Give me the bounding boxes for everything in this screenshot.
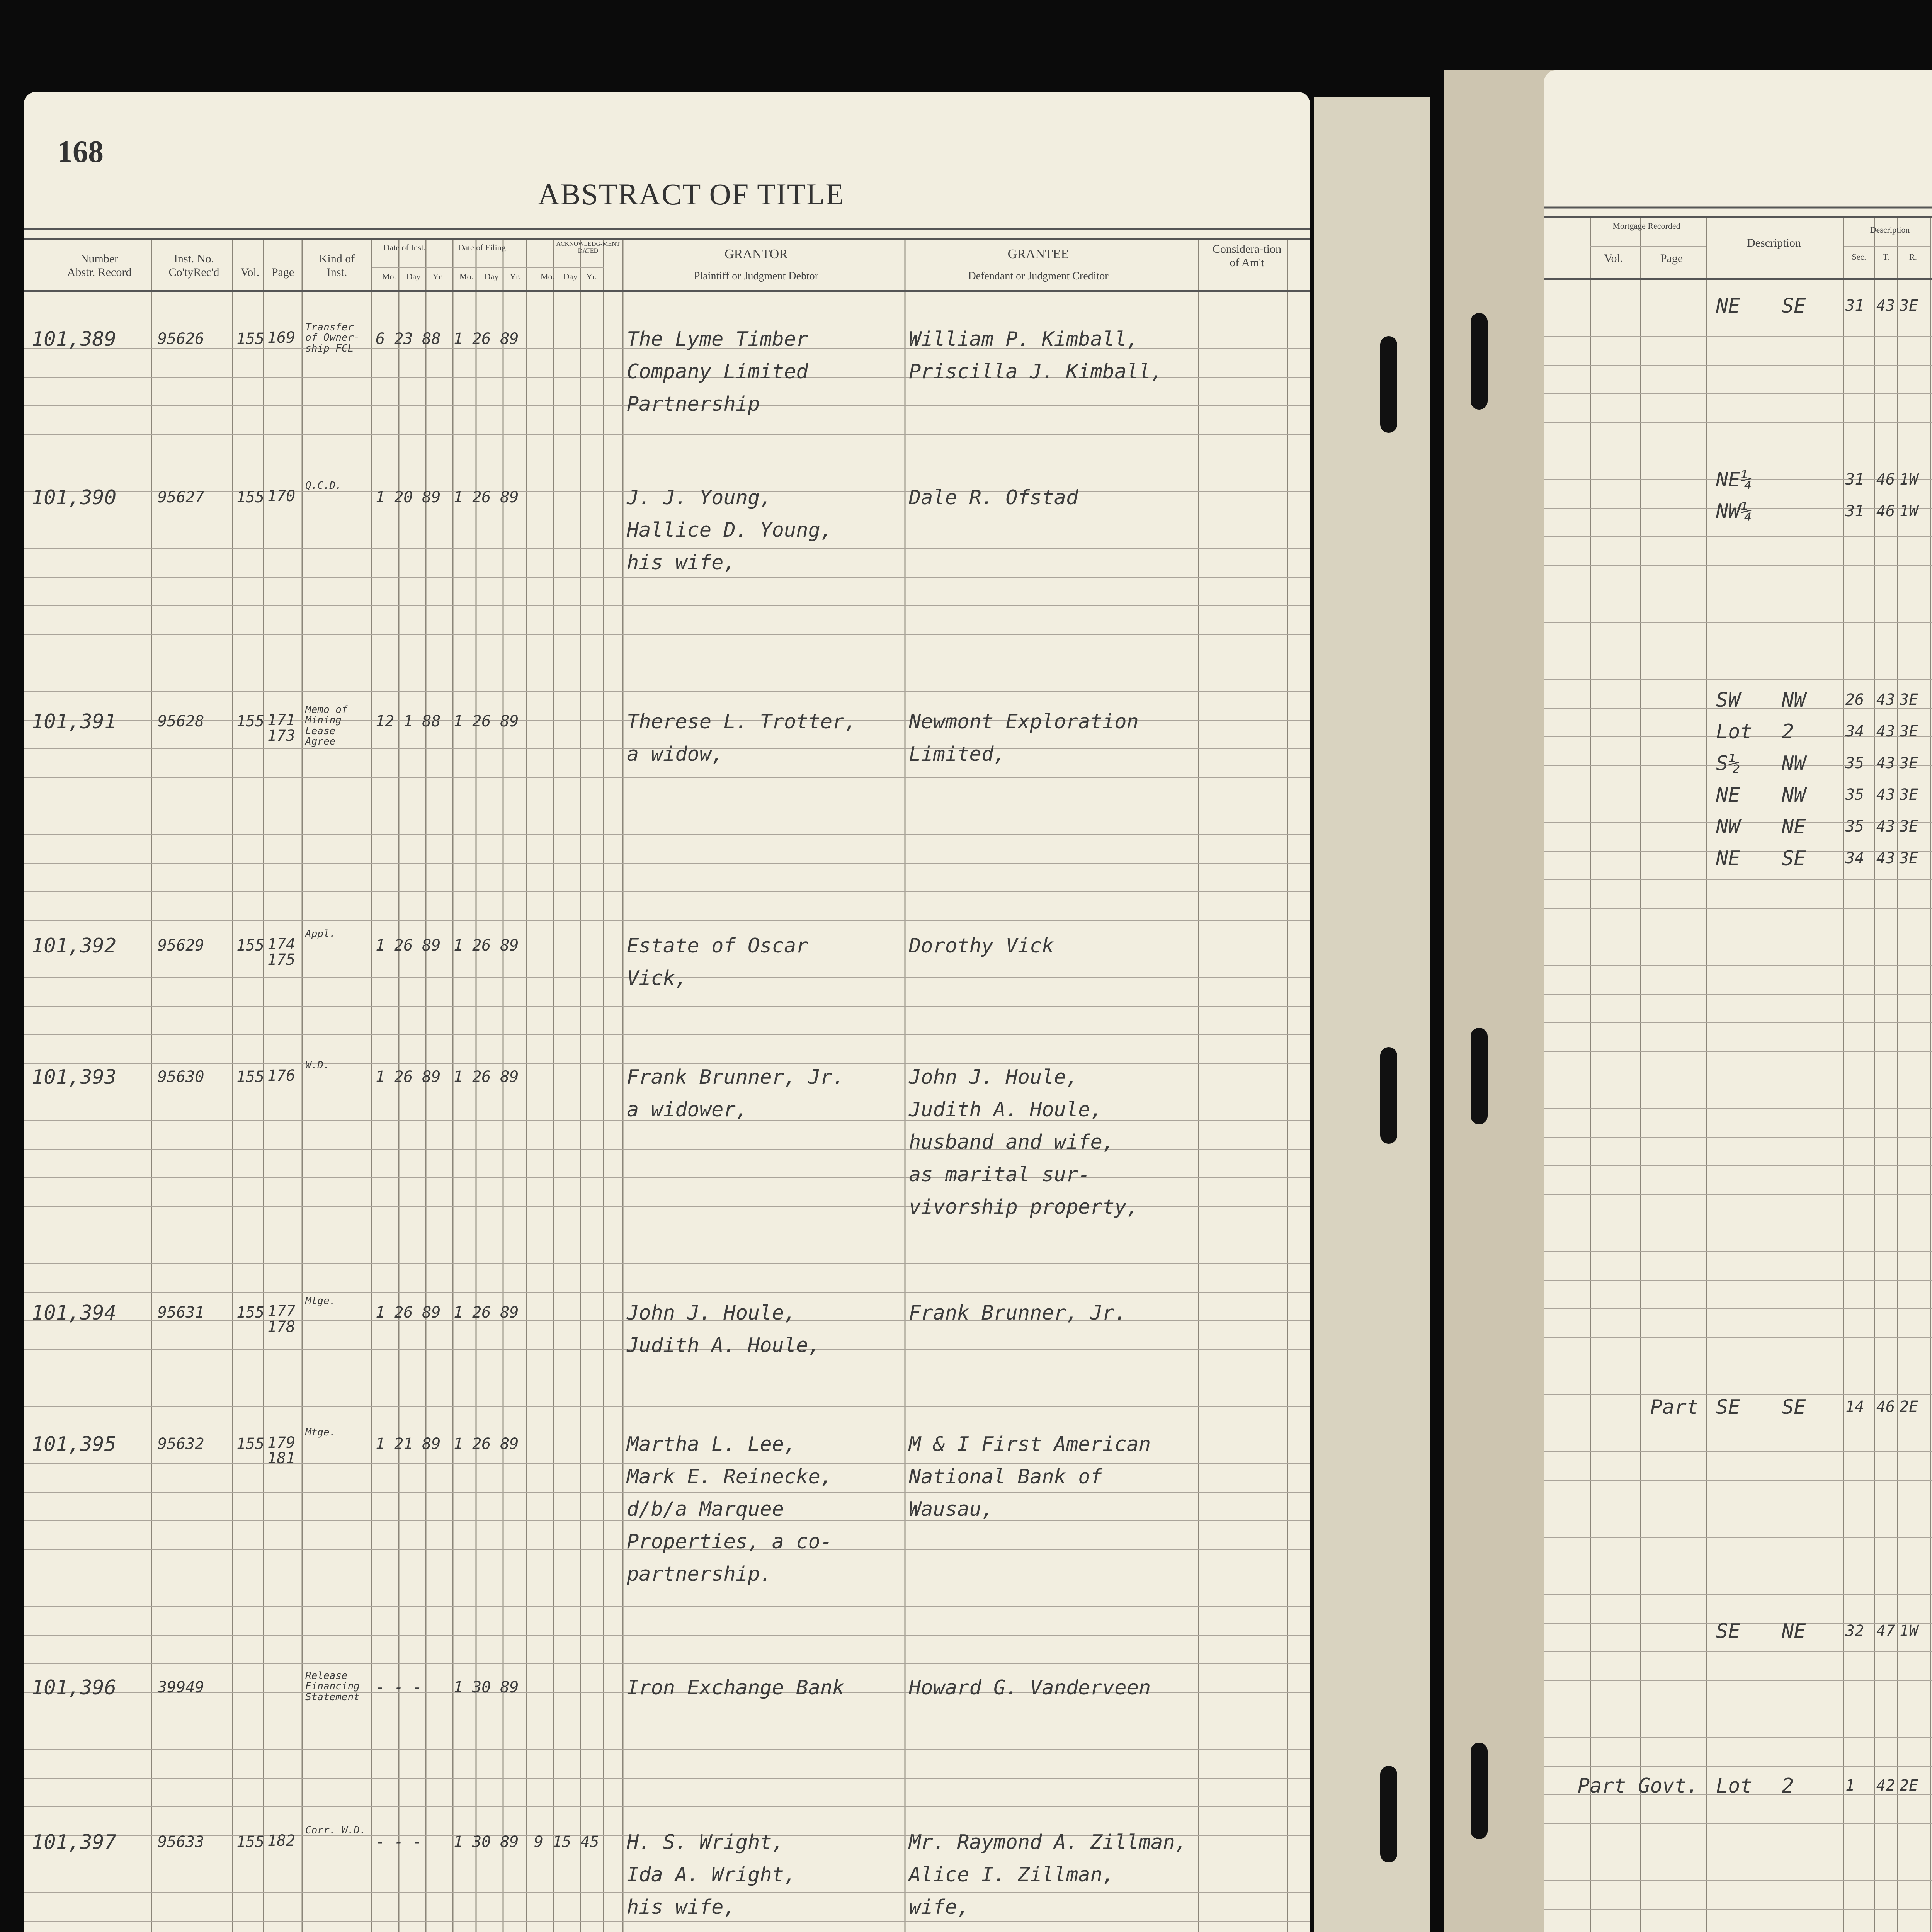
kind-of-instrument: Mtge. <box>305 1427 336 1438</box>
township: 43 <box>1876 723 1895 740</box>
grantee-line: William P. Kimball, <box>909 328 1139 351</box>
description-quarter2: SE <box>1782 847 1806 870</box>
grantor-line: d/b/a Marquee <box>627 1498 784 1521</box>
inst-number: 95626 <box>158 330 204 348</box>
section: 31 <box>1845 297 1864 315</box>
volume: 155 <box>236 488 265 506</box>
date-of-instrument: 12 1 88 <box>376 713 441 730</box>
description-quarter2: NE <box>1782 1620 1806 1643</box>
page-number: 176 <box>267 1067 296 1085</box>
date-of-filing: 1 26 89 <box>454 937 519 954</box>
date-of-filing: 1 26 89 <box>454 1435 519 1453</box>
township: 43 <box>1876 691 1895 709</box>
hdr-description: Description <box>1747 236 1801 249</box>
hdr-date-filing: Date of Filing <box>458 243 506 252</box>
description-quarter: SE <box>1716 1620 1740 1643</box>
hdr-mort-vol: Vol. <box>1604 252 1623 265</box>
range: 3E <box>1900 818 1918 835</box>
grantor-line: Judith A. Houle, <box>627 1334 820 1357</box>
inst-number: 95628 <box>158 713 204 730</box>
grantor-line: partnership. <box>627 1563 772 1586</box>
page-number: 171 173 <box>267 711 296 745</box>
volume: 155 <box>236 330 265 348</box>
description-quarter: NW¼ <box>1716 500 1752 523</box>
hdr-yr-1: Yr. <box>432 272 443 281</box>
kind-of-instrument: Corr. W.D. <box>305 1825 366 1836</box>
left-page-number: 168 <box>57 135 104 169</box>
grantor-line: Martha L. Lee, <box>627 1433 796 1456</box>
description-quarter: S½ <box>1716 752 1740 775</box>
section: 32 <box>1845 1622 1864 1640</box>
grantee-line: vivorship property, <box>909 1196 1139 1219</box>
description-quarter: NE <box>1716 294 1740 318</box>
description-quarter: Lot <box>1716 720 1752 743</box>
kind-of-instrument: Mtge. <box>305 1295 336 1307</box>
hdr-date-inst: Date of Inst. <box>383 243 426 252</box>
hdr-grantee: GRANTEE Defendant or Judgment Creditor <box>968 247 1109 282</box>
grantee-line: Dorothy Vick <box>909 934 1054 957</box>
volume: 155 <box>236 1833 265 1851</box>
township: 43 <box>1876 297 1895 315</box>
grantor-line: a widow, <box>627 743 724 766</box>
hdr-mort-page: Page <box>1660 252 1683 265</box>
grantee-line: Wausau, <box>909 1498 994 1521</box>
grantor-line: The Lyme Timber <box>627 328 808 351</box>
grantor-line: Company Limited <box>627 360 808 383</box>
description-quarter2: SE <box>1782 1396 1806 1419</box>
inst-number: 95632 <box>158 1435 204 1453</box>
page-number: 169 <box>267 329 296 347</box>
kind-of-instrument: Transfer of Owner-ship FCL <box>305 321 360 354</box>
abstract-number: 101,391 <box>32 710 117 733</box>
section: 31 <box>1845 502 1864 520</box>
binding-strip-right <box>1444 70 1556 1932</box>
range: 3E <box>1900 723 1918 740</box>
binding-hole <box>1471 1028 1488 1124</box>
date-of-instrument: 1 26 89 <box>376 937 441 954</box>
grantee-line: National Bank of <box>909 1465 1102 1488</box>
hdr-mo-2: Mo. <box>459 272 474 281</box>
range: 3E <box>1900 297 1918 315</box>
township: 46 <box>1876 471 1895 488</box>
date-of-instrument: - - - <box>376 1833 422 1851</box>
grantor-line: John J. Houle, <box>627 1301 796 1325</box>
abstract-number: 101,397 <box>32 1831 117 1854</box>
township: 43 <box>1876 786 1895 804</box>
section: 14 <box>1845 1398 1864 1416</box>
description-quarter2: 2 <box>1782 720 1794 743</box>
hdr-number: Number Abstr. Record <box>67 252 132 279</box>
volume: 155 <box>236 937 265 954</box>
grantor-line: H. S. Wright, <box>627 1831 784 1854</box>
hdr-day-3: Day <box>563 272 578 281</box>
grantor-line: his wife, <box>627 551 736 574</box>
date-of-instrument: 1 26 89 <box>376 1068 441 1086</box>
right-ledger-page <box>1544 70 1932 1932</box>
hdr-day-1: Day <box>406 272 421 281</box>
hdr-page: Page <box>271 266 294 279</box>
page-number: 174 175 <box>267 935 296 969</box>
grantee-line: Frank Brunner, Jr. <box>909 1301 1127 1325</box>
range: 2E <box>1900 1777 1918 1794</box>
grantee-line: Dale R. Ofstad <box>909 486 1078 509</box>
range: 1W <box>1900 502 1918 520</box>
volume: 155 <box>236 1304 265 1321</box>
grantor-line: Frank Brunner, Jr. <box>627 1066 845 1089</box>
abstract-number: 101,393 <box>32 1066 117 1089</box>
grantor-line: Ida A. Wright, <box>627 1863 796 1886</box>
grantor-line: Iron Exchange Bank <box>627 1676 845 1699</box>
kind-of-instrument: Q.C.D. <box>305 480 342 492</box>
date-of-filing: 1 26 89 <box>454 488 519 506</box>
inst-number: 95630 <box>158 1068 204 1086</box>
hdr-mortgage-recorded: Mortgage Recorded <box>1612 221 1680 231</box>
hdr-vol: Vol. <box>240 266 260 279</box>
acknowledgment-date: 9 15 45 <box>534 1833 599 1851</box>
description-quarter2: NW <box>1782 689 1806 712</box>
grantee-line: as marital sur- <box>909 1163 1090 1186</box>
date-of-instrument: 6 23 88 <box>376 330 441 348</box>
date-of-filing: 1 26 89 <box>454 713 519 730</box>
kind-of-instrument: Memo of Mining Lease Agree <box>305 704 348 747</box>
hdr-t: T. <box>1883 252 1889 262</box>
date-of-filing: 1 26 89 <box>454 1304 519 1321</box>
page-number: 170 <box>267 487 296 505</box>
description-quarter2: NW <box>1782 752 1806 775</box>
inst-number: 95627 <box>158 488 204 506</box>
hdr-r: R. <box>1909 252 1917 262</box>
volume: 155 <box>236 713 265 730</box>
grantor-line: Therese L. Trotter, <box>627 710 857 733</box>
hdr-description-sec: Description <box>1870 225 1910 235</box>
grantee-line: husband and wife, <box>909 1131 1115 1154</box>
grantor-line: a widower, <box>627 1098 748 1121</box>
inst-number: 95633 <box>158 1833 204 1851</box>
right-page-rules <box>1544 70 1932 1932</box>
binding-strip-left <box>1314 97 1430 1932</box>
township: 46 <box>1876 1398 1895 1416</box>
section: 35 <box>1845 786 1864 804</box>
description-quarter: NE <box>1716 847 1740 870</box>
grantor-line: Mark E. Reinecke, <box>627 1465 833 1488</box>
grantor-line: J. J. Young, <box>627 486 772 509</box>
hdr-ack: ACKNOWLEDG-MENT DATED <box>556 241 620 255</box>
description-quarter: NE <box>1716 784 1740 807</box>
date-of-instrument: - - - <box>376 1679 422 1696</box>
section: 35 <box>1845 818 1864 835</box>
grantee-line: Limited, <box>909 743 1006 766</box>
township: 47 <box>1876 1622 1895 1640</box>
date-of-filing: 1 26 89 <box>454 330 519 348</box>
grantee-line: Mr. Raymond A. Zillman, <box>909 1831 1187 1854</box>
range: 3E <box>1900 786 1918 804</box>
page-number: 177 178 <box>267 1303 296 1336</box>
description-quarter: SW <box>1716 689 1740 712</box>
grantor-line: Partnership <box>627 393 760 416</box>
description-quarter2: SE <box>1782 294 1806 318</box>
abstract-number: 101,392 <box>32 934 117 957</box>
inst-number: 39949 <box>158 1679 204 1696</box>
section: 26 <box>1845 691 1864 709</box>
township: 43 <box>1876 849 1895 867</box>
grantor-line: Vick, <box>627 967 687 990</box>
description-quarter: NW <box>1716 815 1740 838</box>
inst-number: 95631 <box>158 1304 204 1321</box>
grantee-line: M & I First American <box>909 1433 1151 1456</box>
left-ledger-page <box>24 92 1310 1932</box>
hdr-inst-no: Inst. No. Co'tyRec'd <box>168 252 219 279</box>
township: 43 <box>1876 818 1895 835</box>
left-page-title: ABSTRACT OF TITLE <box>538 177 845 211</box>
abstract-number: 101,389 <box>32 328 117 351</box>
hdr-day-2: Day <box>484 272 499 281</box>
volume: 155 <box>236 1068 265 1086</box>
inst-number: 95629 <box>158 937 204 954</box>
grantee-line: Alice I. Zillman, <box>909 1863 1115 1886</box>
hdr-yr-2: Yr. <box>510 272 520 281</box>
hdr-consideration: Considera-tion of Am't <box>1212 243 1282 269</box>
hdr-sec: Sec. <box>1852 252 1866 262</box>
page-number: 182 <box>267 1832 296 1850</box>
section: 1 <box>1845 1777 1855 1794</box>
grantor-line: Hallice D. Young, <box>627 519 833 542</box>
mortgage-page: Part <box>1650 1396 1699 1419</box>
grantee-line: Howard G. Vanderveen <box>909 1676 1151 1699</box>
grantee-line: Judith A. Houle, <box>909 1098 1102 1121</box>
section: 31 <box>1845 471 1864 488</box>
hdr-yr-3: Yr. <box>586 272 597 281</box>
date-of-filing: 1 30 89 <box>454 1679 519 1696</box>
kind-of-instrument: W.D. <box>305 1060 330 1071</box>
date-of-instrument: 1 20 89 <box>376 488 441 506</box>
grantee-line: wife, <box>909 1896 969 1919</box>
description-quarter2: NW <box>1782 784 1806 807</box>
description-quarter: Lot <box>1716 1774 1752 1798</box>
range: 3E <box>1900 849 1918 867</box>
range: 1W <box>1900 471 1918 488</box>
description-quarter: NE¼ <box>1716 468 1752 492</box>
section: 35 <box>1845 754 1864 772</box>
abstract-number: 101,396 <box>32 1676 117 1699</box>
binding-hole <box>1380 1047 1397 1144</box>
date-of-instrument: 1 26 89 <box>376 1304 441 1321</box>
page-number: 179 181 <box>267 1434 296 1467</box>
grantee-line: Priscilla J. Kimball, <box>909 360 1163 383</box>
description-quarter2: NE <box>1782 815 1806 838</box>
description-quarter: SE <box>1716 1396 1740 1419</box>
section: 34 <box>1845 849 1864 867</box>
hdr-grantor: GRANTOR Plaintiff or Judgment Debtor <box>694 247 819 282</box>
kind-of-instrument: Release Financing Statement <box>305 1670 360 1703</box>
section: 34 <box>1845 723 1864 740</box>
hdr-mo-1: Mo. <box>382 272 396 281</box>
binding-hole <box>1471 313 1488 410</box>
range: 1W <box>1900 1622 1918 1640</box>
township: 42 <box>1876 1777 1895 1794</box>
date-of-filing: 1 30 89 <box>454 1833 519 1851</box>
binding-hole <box>1380 1766 1397 1862</box>
volume: 155 <box>236 1435 265 1453</box>
abstract-number: 101,390 <box>32 486 117 509</box>
abstract-number: 101,394 <box>32 1301 117 1325</box>
date-of-instrument: 1 21 89 <box>376 1435 441 1453</box>
date-of-filing: 1 26 89 <box>454 1068 519 1086</box>
grantor-line: Estate of Oscar <box>627 934 808 957</box>
range: 3E <box>1900 691 1918 709</box>
binding-hole <box>1380 336 1397 433</box>
description-quarter2: 2 <box>1782 1774 1794 1798</box>
grantee-line: Newmont Exploration <box>909 710 1139 733</box>
mortgage-page: Part Govt. <box>1577 1774 1699 1798</box>
binding-hole <box>1471 1743 1488 1839</box>
township: 43 <box>1876 754 1895 772</box>
township: 46 <box>1876 502 1895 520</box>
hdr-mo-3: Mo. <box>540 272 555 281</box>
grantor-line: Properties, a co- <box>627 1530 833 1553</box>
grantor-line: his wife, <box>627 1896 736 1919</box>
hdr-kind: Kind of Inst. <box>319 252 355 279</box>
abstract-number: 101,395 <box>32 1433 117 1456</box>
range: 3E <box>1900 754 1918 772</box>
grantee-line: John J. Houle, <box>909 1066 1078 1089</box>
range: 2E <box>1900 1398 1918 1416</box>
kind-of-instrument: Appl. <box>305 928 336 940</box>
